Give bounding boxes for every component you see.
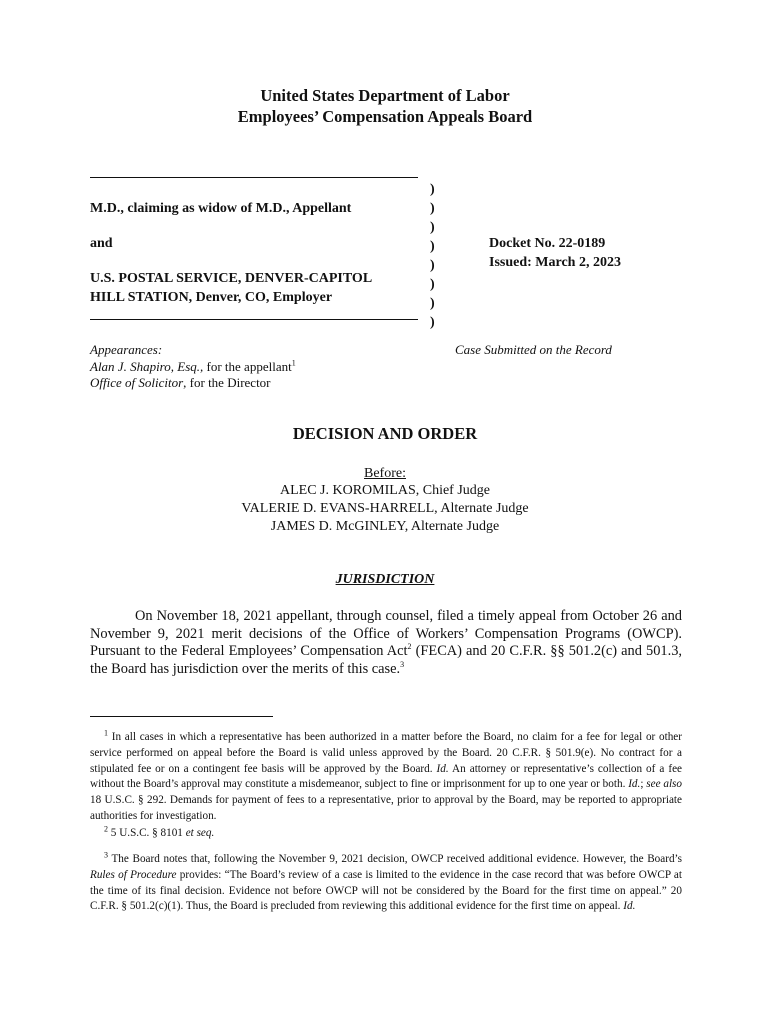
paragraph-text: (FECA) and 20 C.F.R. §§ 501.2(c) and 501.3, the Board has jurisdiction over the merits of this case.: [90, 643, 682, 677]
footnote-ref-3: 3: [400, 659, 405, 669]
appellant-caption: M.D., claiming as widow of M.D., Appellant: [90, 201, 352, 216]
paren: ): [430, 277, 435, 292]
appearance-solicitor: [90, 374, 271, 391]
jurisdiction-paragraph: [90, 608, 682, 678]
agency-title: United States Department of Labor: [260, 86, 510, 105]
footnote-text: The Board notes that, following the November 9, 2021 decision, OWCP received additional evidence. However, the Board’s: [108, 853, 682, 865]
footnote-citation: Id.: [628, 778, 641, 791]
footnote-text: provides: “The Board’s review of a case is limited to the evidence in the case record that was before OWCP at the time of its final decision. Evidence not before OWCP will not be considered by the Board for the first time on appeal.” 20 C.F.R. § 501.2(c)(1). Thus, the Board is precluded from reviewing this additional evidence for the first time on appeal.: [90, 868, 682, 913]
footnote-separator: [90, 716, 273, 717]
board-title: Employees’ Compensation Appeals Board: [237, 107, 533, 126]
judge-chief: ALEC J. KOROMILAS, Chief Judge: [280, 483, 490, 498]
judge-alternate-2: JAMES D. McGINLEY, Alternate Judge: [270, 519, 500, 534]
footnote-mark: 3: [104, 850, 108, 860]
footnote-1: [90, 730, 682, 825]
footnote-ref-2: 2: [407, 642, 412, 652]
footnote-text: 18 U.S.C. § 292. Demands for payment of fees to a representative, prior to approval by the Board, may be reported to appropriate authorities for investigation.: [90, 794, 682, 822]
footnote-citation: Id.: [436, 762, 449, 775]
caption-top-rule: [90, 177, 418, 178]
footnote-citation: Id.: [623, 900, 636, 913]
footnote-ref-1: 1: [291, 358, 296, 368]
docket-number: Docket No. 22-0189: [489, 236, 606, 251]
paren: ): [430, 220, 435, 235]
before-label: Before:: [364, 466, 406, 481]
footnote-text: 5 U.S.C. § 8101: [108, 827, 186, 839]
solicitor-name: Office of Solicitor: [90, 375, 184, 390]
judge-alternate-1: VALERIE D. EVANS-HARRELL, Alternate Judge: [241, 501, 529, 516]
footnote-citation: et seq.: [185, 827, 215, 839]
footnote-citation: see also: [646, 778, 683, 791]
footnote-3: [90, 852, 682, 915]
appearance-counsel: [90, 358, 296, 375]
appearances-label: Appearances:: [90, 342, 163, 357]
footnote-citation: Rules of Procedure: [90, 868, 177, 881]
case-submitted: Case Submitted on the Record: [455, 342, 612, 357]
counsel-role: for the appellant: [203, 359, 292, 374]
footnote-text: In all cases in which a representative has been authorized in a matter before the Board, no claim for a fee for legal or other service performed on appeal before the Board is valid unless approved by the Board. 20 C.F.R. § 501.9(e). No contract for a stipulated fee or on a contingent fee basis will be approved by the Board.: [90, 731, 682, 775]
footnote-text: An attorney or representative’s collection of a fee without the Board’s approval may constitute a misdemeanor, subject to fine or imprisonment for up to one year or both.: [90, 762, 682, 791]
issued-date: Issued: March 2, 2023: [489, 255, 621, 270]
caption-bottom-rule: [90, 319, 418, 320]
decision-title: DECISION AND ORDER: [292, 424, 478, 443]
footnote-mark: 2: [104, 824, 108, 834]
paren: ): [430, 239, 435, 254]
paren: ): [430, 182, 435, 197]
caption-parentheses: [430, 180, 435, 332]
jurisdiction-heading: JURISDICTION: [335, 572, 435, 587]
paren: ): [430, 258, 435, 273]
solicitor-role: , for the Director: [183, 375, 271, 390]
footnote-text: ;: [640, 778, 647, 791]
paren: ): [430, 296, 435, 311]
paragraph-text: On November 18, 2021 appellant, through counsel, filed a timely appeal from October 26 and November 9, 2021 merit decisions of the Office of Workers’ Compensation Programs (OWCP). Pursuant to the Federal Employees’ Compensation Act: [90, 608, 682, 659]
counsel-name: Alan J. Shapiro, Esq.,: [90, 359, 204, 374]
employer-caption-line1: U.S. POSTAL SERVICE, DENVER-CAPITOL: [90, 271, 373, 286]
employer-caption-line2: HILL STATION, Denver, CO, Employer: [90, 290, 333, 305]
footnote-mark: 1: [104, 728, 108, 738]
paren: ): [430, 315, 435, 330]
caption-and: and: [90, 236, 113, 251]
footnote-2: [90, 826, 682, 842]
paren: ): [430, 201, 435, 216]
